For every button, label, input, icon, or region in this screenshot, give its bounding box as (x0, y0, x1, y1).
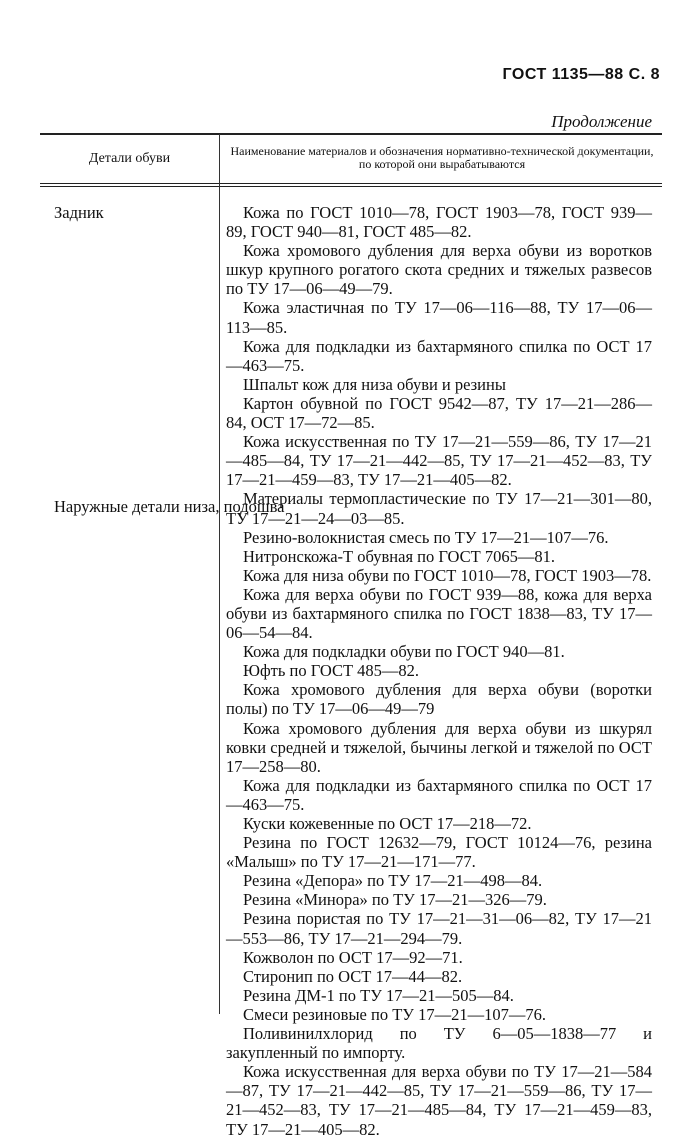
material-entry: Кожа по ГОСТ 1010—78, ГОСТ 1903—78, ГОСТ 939—89, ГОСТ 940—81, ГОСТ 485—82. (226, 203, 652, 242)
material-entry: Материалы термопластические по ТУ 17—21—301—80, ТУ 17—21—24—03—85. (226, 489, 652, 528)
material-entry: Картон обувной по ГОСТ 9542—87, ТУ 17—21—286—84, ОСТ 17—72—85. (226, 393, 652, 433)
continuation-label: Продолжение (551, 112, 652, 131)
material-entry: Кожа искусственная для верха обуви по ТУ 17—21—584—87, ТУ 17—21—442—85, ТУ 17—21—559—86, ТУ 17—21—452—83, ТУ 17—21—485—84, ТУ 17—21—459—83, ТУ 17—21—405—82. (226, 1062, 652, 1139)
header-bottom-rule-double (40, 186, 662, 187)
material-entry: Кожа для подкладки из бахтармяного спилка по ОСТ 17—463—75. (226, 775, 652, 814)
material-entry: Резина ДМ-1 по ТУ 17—21—505—84. (243, 985, 514, 1005)
material-entry: Кожа для верха обуви по ГОСТ 939—88, кожа для верха обуви из бахтармяного спилка по ГОСТ 1838—83, ТУ 17—06—54—84. (226, 584, 652, 643)
material-entry: Резина пористая по ТУ 17—21—31—06—82, ТУ 17—21—553—86, ТУ 17—21—294—79. (226, 909, 652, 948)
material-entry: Кожа для подкладки обуви по ГОСТ 940—81. (243, 642, 565, 662)
material-entry: Кожа хромового дубления для верха обуви (воротки полы) по ТУ 17—06—49—79 (226, 680, 652, 719)
material-entry: Резино-волокнистая смесь по ТУ 17—21—107—76. (243, 527, 609, 547)
document-reference: ГОСТ 1135—88 С. 8 (502, 66, 660, 83)
material-entry: Поливинилхлорид по ТУ 6—05—1838—77 и закупленный по импорту. (226, 1024, 652, 1063)
material-entry: Кожа хромового дубления для верха обуви из шкурял ковки средней и тяжелой, бычины легкой и тяжелой по ОСТ 17—258—80. (226, 718, 652, 776)
material-entry: Юфть по ГОСТ 485—82. (243, 661, 420, 681)
material-entry: Куски кожевенные по ОСТ 17—218—72. (243, 814, 532, 833)
material-entry: Кожа эластичная по ТУ 17—06—116—88, ТУ 17—06—113—85. (226, 298, 652, 337)
column-header-materials: Наименование материалов и обозначения нормативно-технической документации, по которой они вырабатываются (230, 144, 654, 171)
material-entry: Нитронскожа-Т обувная по ГОСТ 7065—81. (243, 546, 555, 566)
material-entry: Кожа для низа обуви по ГОСТ 1010—78, ГОСТ 1903—78. (243, 565, 652, 585)
column-header-parts: Детали обуви (88, 151, 171, 166)
material-entry: Кожа искусственная по ТУ 17—21—559—86, ТУ 17—21—485—84, ТУ 17—21—442—85, ТУ 17—21—452—83, ТУ 17—21—459—83, ТУ 17—21—405—82. (226, 432, 652, 490)
material-entry: Кожа хромового дубления для верха обуви из воротков шкур крупного рогатого скота средних и тяжелых развесов по ТУ 17—06—49—79. (226, 241, 652, 299)
material-entry: Резина «Депора» по ТУ 17—21—498—84. (243, 871, 543, 891)
column-divider (219, 134, 220, 1014)
materials-column (226, 203, 652, 1139)
material-entry: Кожа для подкладки из бахтармяного спилка по ОСТ 17—463—75. (226, 336, 652, 375)
material-entry: Кожволон по ОСТ 17—92—71. (243, 947, 463, 967)
part-label-outer-sole: Наружные детали низа, подошва (54, 497, 285, 516)
material-entry: Шпальт кож для низа обуви и резины (243, 374, 506, 394)
part-label-heel-counter: Задник (54, 203, 104, 222)
material-entry: Резина «Минора» по ТУ 17—21—326—79. (243, 890, 547, 910)
material-entry: Стиронип по ОСТ 17—44—82. (243, 966, 463, 986)
material-entry: Смеси резиновые по ТУ 17—21—107—76. (243, 1004, 546, 1024)
material-entry: Резина по ГОСТ 12632—79, ГОСТ 10124—76, резина «Малыш» по ТУ 17—21—171—77. (226, 833, 652, 872)
